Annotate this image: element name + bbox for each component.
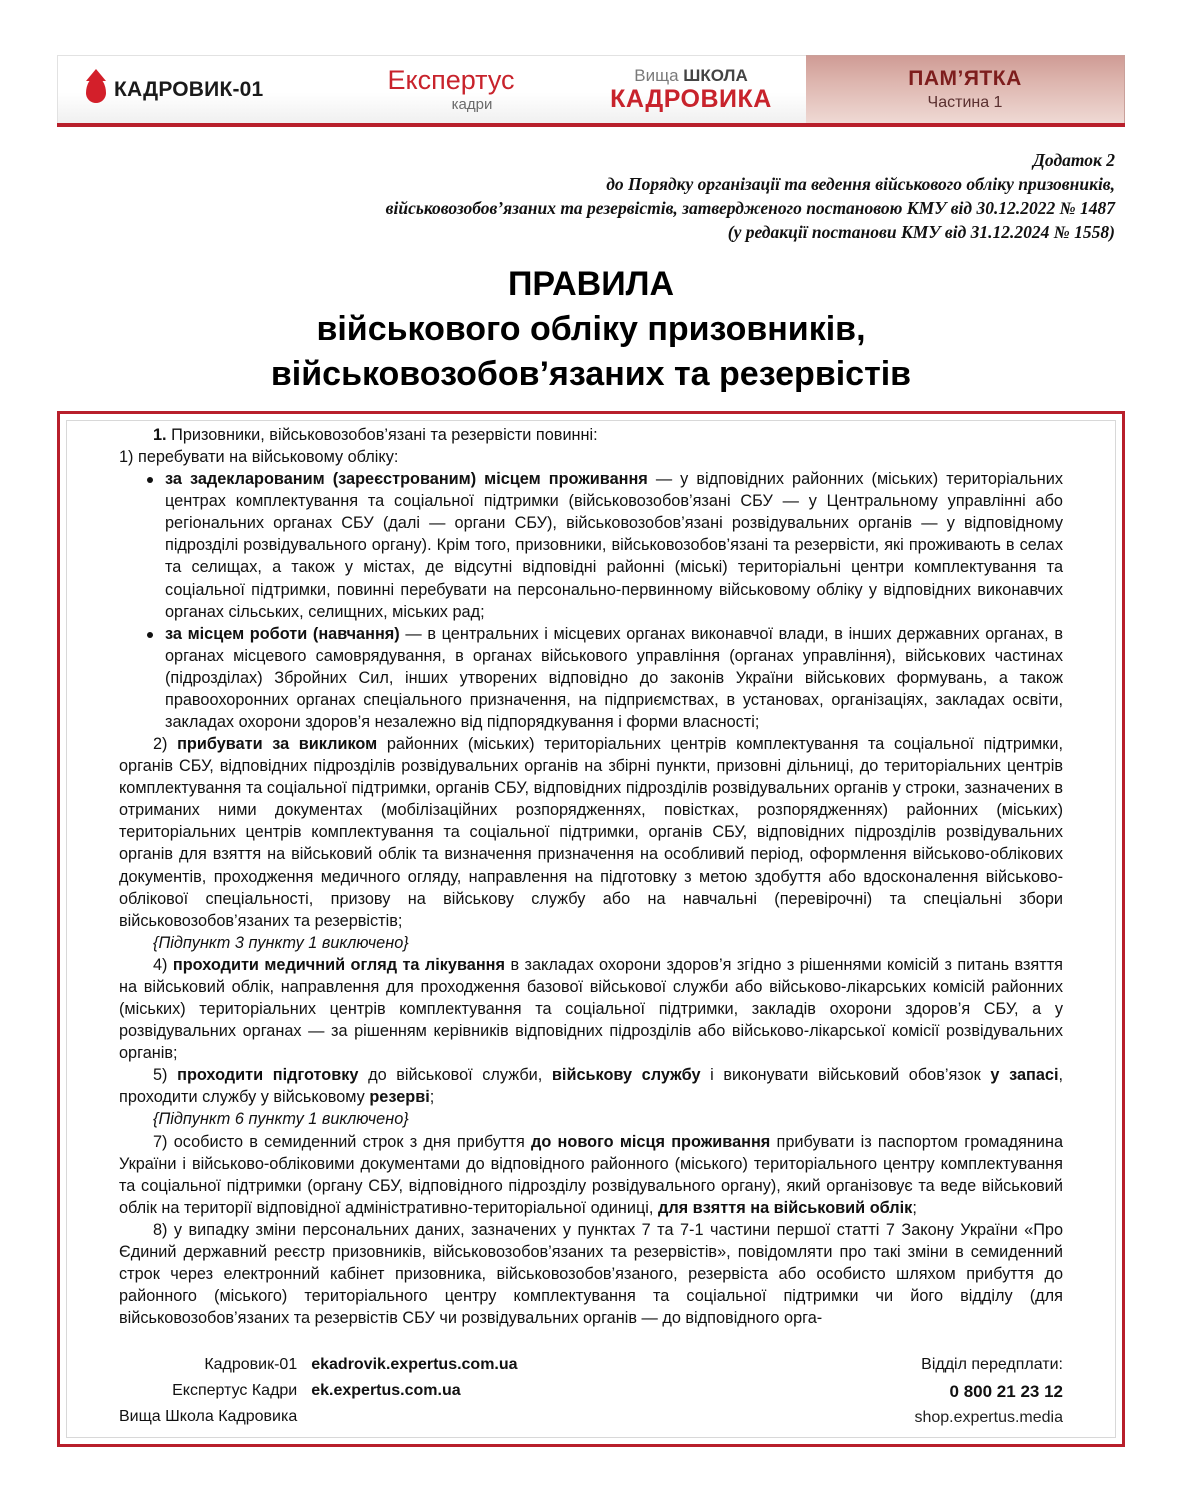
footer-label-2: Експертус Кадри: [172, 1381, 298, 1399]
paragraph-6-excluded: {Підпункт 6 пункту 1 виключено}: [153, 1110, 409, 1129]
document-footer: [57, 1352, 1125, 1431]
paragraph-2: [119, 733, 1063, 932]
bullet-1-bold: за задекларованим (зареєстрованим) місцем проживання: [165, 470, 648, 489]
item-7-bold-1: до нового місця проживання: [531, 1132, 771, 1151]
paragraph-5: [119, 1064, 1063, 1108]
drop-logo-icon: [86, 77, 106, 103]
item-5-text-2: і виконувати військовий обов’язок: [700, 1066, 991, 1085]
footer-links: [311, 1352, 517, 1431]
item-7-text-0: 7) особисто в семиденний строк з дня прибуття: [153, 1132, 532, 1151]
list-item: [119, 468, 1063, 623]
footer-subscription-title: Відділ передплати:: [921, 1356, 1063, 1373]
item-5-bold-4: резерві: [369, 1088, 430, 1107]
item-7-bold-2: для взяття на військовий облік: [657, 1198, 913, 1217]
item-5-number: 5): [153, 1066, 178, 1085]
page-title: [57, 262, 1125, 397]
footer-link-ekadrovik[interactable]: ekadrovik.expertus.com.ua: [311, 1356, 518, 1373]
brand-kadrovyka-label: КАДРОВИКА: [610, 84, 772, 113]
brand-shkola-word: ШКОЛА: [683, 65, 748, 85]
brand-expertus-label: Експертус: [387, 65, 515, 96]
appendix-line-4: (у редакції постанови КМУ від 31.12.2024 № 1558): [727, 222, 1115, 243]
bullet-list: [119, 468, 1063, 733]
paragraph-7: [119, 1131, 1063, 1219]
brand-kadrovik: [86, 77, 336, 103]
footer-label-3: Вища Школа Кадровика: [119, 1407, 298, 1425]
appendix-line-2: до Порядку організації та ведення військового обліку призовників,: [606, 174, 1115, 195]
item-5-text-3: , проходити службу у військовому: [119, 1066, 1063, 1107]
item-4-text: в закладах охорони здоров’я згідно з рішеннями комісій з питань взяття на військовий облік, направлення для проходження базової військової служби або військово-лікарських комісій районних (міських) територіальних центрів комплектування та соціальної підтримки, закладів охорони здоров’я СБУ, а у розвідувальних органах — за рішенням керівників відповідних підрозділів або військово-лікарської комісії розвідувальних органів;: [119, 955, 1063, 1063]
item-5-text-1: до військової служби,: [358, 1066, 552, 1085]
document-header: [57, 55, 1125, 127]
footer-phone[interactable]: 0 800 21 23 12: [949, 1381, 1063, 1401]
footer-link-ek[interactable]: ek.expertus.com.ua: [311, 1381, 461, 1399]
paragraph-3-excluded: {Підпункт 3 пункту 1 виключено}: [153, 933, 409, 952]
item-1-text: Призовники, військовозобов’язані та резервісти повинні:: [166, 426, 598, 444]
item-5-bold-3: у запасі: [990, 1066, 1059, 1085]
document-body: [57, 424, 1125, 1329]
bullet-2-text: — в центральних і місцевих органах виконавчої влади, в інших державних органах, в органах місцевого самоврядування, в органах військового управління (органах управління), військових частинах (підрозділах) Збройних Сил, інших утворених відповідно до законів України військових формувань, а також правоохоронних органах спеціального призначення, на підприємствах, в установах, організаціях, закладах освіти, закладах охорони здоров’я незалежно від підпорядкування і форми власності;: [165, 624, 1063, 732]
footer-left: [119, 1352, 518, 1431]
item-1-number: 1.: [153, 426, 167, 444]
brand-kadrovik-label: КАДРОВИК-01: [114, 77, 264, 101]
title-line-2: військового обліку призовників,: [316, 309, 866, 348]
bullet-2-bold: за місцем роботи (навчання): [165, 624, 400, 643]
item-4-bold: проходити медичний огляд та лікування: [172, 955, 506, 974]
title-line-1: ПРАВИЛА: [507, 265, 675, 303]
paragraph-8: 8) у випадку зміни персональних даних, зазначених у пунктах 7 та 7-1 частини першої статті 7 Закону України «Про Єдиний державний реєстр призовників, військовозобов’язаних та резервістів», повідомляти про такі зміни в семиденний строк через електронний кабінет призовника, військовозобов’язаного, резервіста або особисто шляхом прибуття до районного (міського) територіального центру комплектування та соціальної підтримки чи його відділу (для військовозобов’язаних та резервістів СБУ чи розвідувальних органів — до відповідного орга-: [119, 1220, 1063, 1328]
badge-subtitle: Частина 1: [927, 94, 1003, 111]
brand-expertus: [336, 66, 566, 112]
appendix-line-1: Додаток 2: [1032, 150, 1115, 170]
item-5-bold-1: проходити підготовку: [177, 1066, 359, 1085]
item-2-bold: прибувати за викликом: [177, 735, 378, 754]
footer-shop-link[interactable]: shop.expertus.media: [914, 1409, 1063, 1427]
item-7-text-1: прибувати із паспортом громадянина України і військово-обліковими документами до відповідного районного (міського) територіального центру комплектування та соціальної підтримки (органу СБУ, відповідного підрозділу розвідувального органу), який організовує та веде військовий облік на території відповідної адміністративно-територіальної одиниці,: [119, 1132, 1063, 1217]
footer-right: [914, 1352, 1063, 1431]
badge-title: ПАМ’ЯТКА: [908, 67, 1022, 90]
item-7-end: ;: [912, 1198, 917, 1217]
footer-brand-labels: [119, 1352, 297, 1431]
item-5-bold-2: військову службу: [551, 1066, 701, 1085]
footer-label-1: Кадровик-01: [204, 1356, 298, 1373]
brand-vyshcha-shkola: [576, 67, 806, 112]
item-4-number: 4): [153, 955, 173, 974]
appendix-line-3: військовозобов’язаних та резервістів, затвердженого постановою КМУ від 30.12.2022 № 1487: [385, 198, 1115, 219]
paragraph-4: [119, 954, 1063, 1064]
brand-expertus-sub: кадри: [451, 95, 493, 113]
item-2-text: районних (міських) територіальних центрів комплектування та соціальної підтримки, органів СБУ, відповідних підрозділів розвідувальних органів на збірні пункти, призовні дільниці, до територіальних центрів комплектування та соціальної підтримки, органів СБУ, відповідних підрозділів розвідувальних органів у строки, зазначених в отриманих ними документах (мобілізаційних розпорядженнях, повістках, розпорядженнях) районних (міських) територіальних центрів комплектування та соціальної підтримки, органів СБУ, відповідних підрозділів розвідувальних органів для взяття на військовий облік та визначення призначення на особливий період, оформлення військово-облікових документів, проходження медичного огляду, направлення на підготовку з метою здобуття або вдосконалення військово-облікової спеціальності, призову на військову службу або на навчальні (перевірочні) та спеціальні збори військовозобов’язаних та резервістів;: [119, 735, 1063, 930]
item-2-number: 2): [153, 735, 178, 754]
title-line-3: військовозобов’язаних та резервістів: [270, 354, 912, 393]
paragraph-1-1: 1) перебувати на військовому обліку:: [119, 448, 399, 467]
item-5-end: ;: [429, 1088, 435, 1107]
brand-vyshcha-word: Вища: [634, 65, 679, 85]
appendix-note: [57, 148, 1125, 245]
list-item: [119, 623, 1063, 733]
header-badge: [806, 55, 1125, 123]
paragraph-1: [119, 424, 1063, 446]
bullet-1-text: — у відповідних районних (міських) територіальних центрах комплектування та соціальної підтримки (військовозобов’язані СБУ — у Центральному управлінні або регіональних органах СБУ (далі — органи СБУ), військовозобов’язані розвідувальних органів — у відповідному підрозділі розвідувального органу). Крім того, призовники, військовозобов’язані та резервісти, які проживають в селах та селищах, а також у містах, де відсутні відповідні районні (міські) територіальні центри комплектування та соціальної підтримки, повинні перебувати на персонально-первинному військовому обліку у відповідних виконавчих органах сільських, селищних, міських рад;: [165, 470, 1063, 621]
header-brands: [57, 55, 806, 123]
